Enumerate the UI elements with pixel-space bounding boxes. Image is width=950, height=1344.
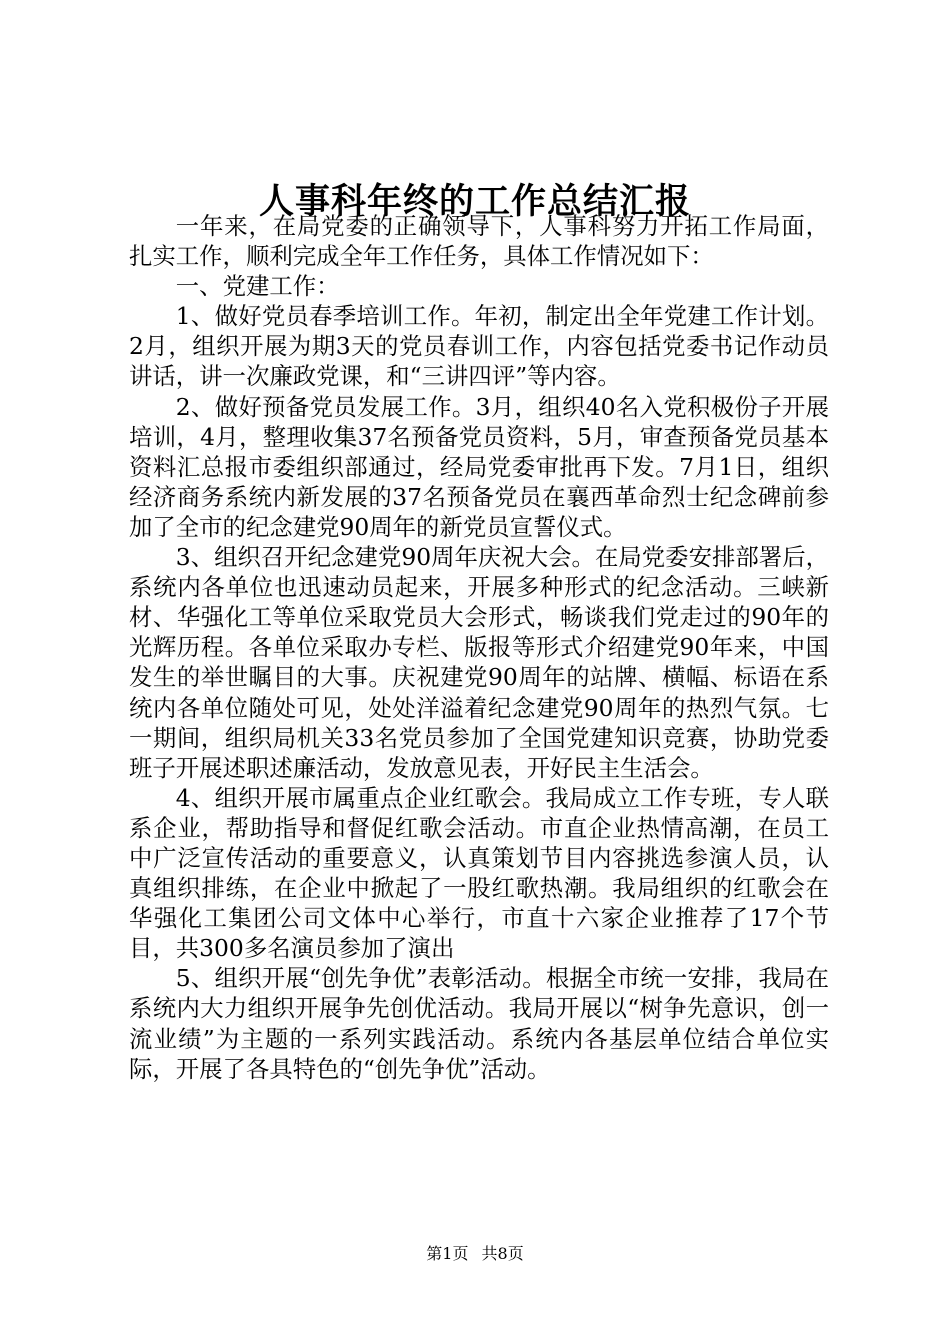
page-number-current: 第1页 [426, 1244, 469, 1263]
page-footer [0, 1243, 950, 1265]
paragraph-intro: 一年来，在局党委的正确领导下，人事科努力开拓工作局面，扎实工作，顺利完成全年工作任务，具体工作情况如下： [129, 212, 829, 271]
page-number-total: 共8页 [481, 1244, 524, 1263]
paragraph-item-5: 5、组织开展“创先争优”表彰活动。根据全市统一安排，我局在系统内大力组织开展争先创优活动。我局开展以“树争先意识，创一流业绩”为主题的一系列实践活动。系统内各基层单位结合单位实际，开展了各具特色的“创先争优”活动。 [129, 964, 829, 1083]
paragraph-item-4: 4、组织开展市属重点企业红歌会。我局成立工作专班，专人联系企业，帮助指导和督促红歌会活动。市直企业热情高潮，在员工中广泛宣传活动的重要意义，认真策划节目内容挑选参演人员，认真组织排练，在企业中掀起了一股红歌热潮。我局组织的红歌会在华强化工集团公司文体中心举行，市直十六家企业推荐了17个节目，共300多名演员参加了演出 [129, 783, 829, 963]
paragraph-item-1: 1、做好党员春季培训工作。年初，制定出全年党建工作计划。2月，组织开展为期3天的党员春训工作，内容包括党委书记作动员讲话，讲一次廉政党课，和“三讲四评”等内容。 [129, 302, 829, 391]
document-title: 人事科年终的工作总结汇报 [258, 181, 691, 222]
document-body [129, 211, 829, 1084]
paragraph-item-3: 3、组织召开纪念建党90周年庆祝大会。在局党委安排部署后，系统内各单位也迅速动员起来，开展多种形式的纪念活动。三峡新材、华强化工等单位采取党员大会形式，畅谈我们党走过的90年的光辉历程。各单位采取办专栏、版报等形式介绍建党90年来，中国发生的举世瞩目的大事。庆祝建党90周年的站牌、横幅、标语在系统内各单位随处可见，处处洋溢着纪念建党90周年的热烈气氛。七一期间，组织局机关33名党员参加了全国党建知识竞赛，协助党委班子开展述职述廉活动，发放意见表，开好民主生活会。 [129, 543, 829, 782]
paragraph-item-2: 2、做好预备党员发展工作。3月，组织40名入党积极份子开展培训，4月，整理收集37名预备党员资料，5月，审查预备党员基本资料汇总报市委组织部通过，经局党委审批再下发。7月1日，组织经济商务系统内新发展的37名预备党员在襄西革命烈士纪念碑前参加了全市的纪念建党90周年的新党员宣誓仪式。 [129, 392, 829, 541]
section-heading-party-building: 一、党建工作： [175, 272, 340, 301]
